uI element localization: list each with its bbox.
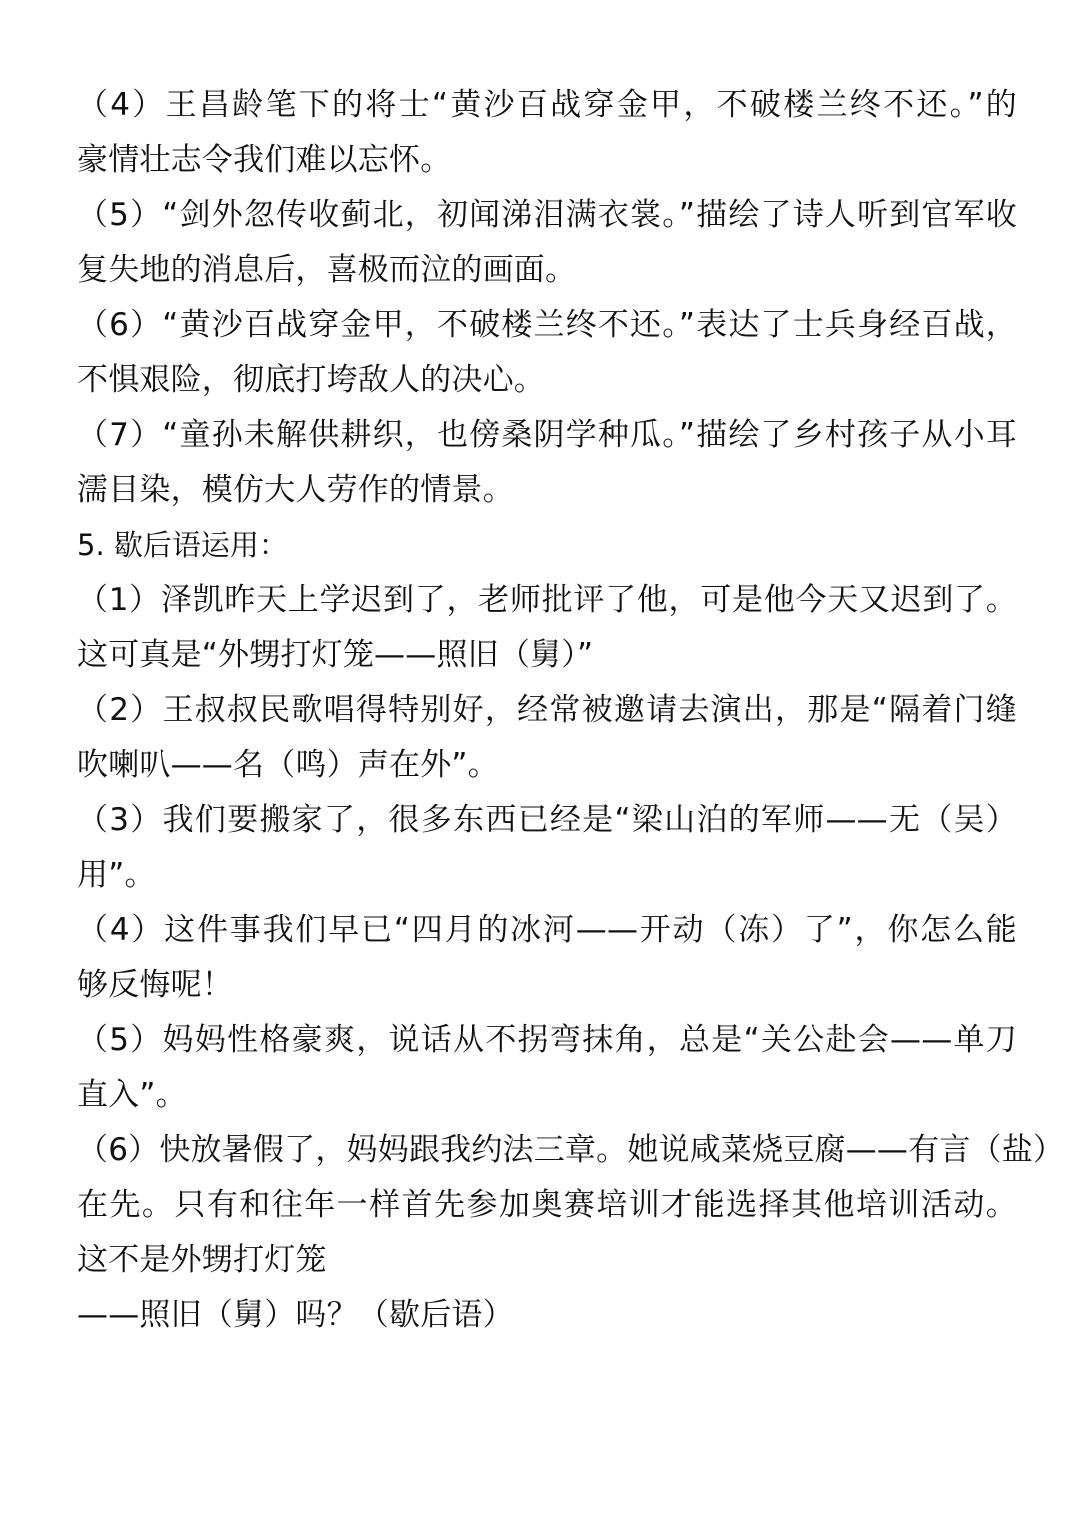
- text-line: 吹喇叭——名（鸣）声在外”。: [77, 747, 499, 783]
- text-line: ——照旧（舅）吗？（歇后语）: [77, 1297, 514, 1333]
- text-line: （1）泽凯昨天上学迟到了，老师批评了他，可是他今天又迟到了。: [77, 582, 1017, 618]
- text-line: （3）我们要搬家了，很多东西已经是“梁山泊的军师——无（吴）: [77, 802, 1017, 838]
- text-line: （4）王昌龄笔下的将士“黄沙百战穿金甲，不破楼兰终不还。”的: [77, 87, 1017, 123]
- text-line: 豪情壮志令我们难以忘怀。: [77, 142, 452, 178]
- text-line: 直入”。: [77, 1077, 187, 1113]
- text-line: 这不是外甥打灯笼: [77, 1242, 327, 1278]
- text-line: （6）快放暑假了，妈妈跟我约法三章。她说咸菜烧豆腐——有言（盐）: [77, 1132, 1065, 1168]
- text-line: （5）“剑外忽传收蓟北，初闻涕泪满衣裳。”描绘了诗人听到官军收: [77, 197, 1017, 233]
- text-line: 在先。只有和往年一样首先参加奥赛培训才能选择其他培训活动。: [77, 1187, 1017, 1223]
- text-line: （7）“童孙未解供耕织，也傍桑阴学种瓜。”描绘了乡村孩子从小耳: [77, 417, 1017, 453]
- text-line: （2）王叔叔民歌唱得特别好，经常被邀请去演出，那是“隔着门缝: [77, 692, 1017, 728]
- text-line: 不惧艰险，彻底打垮敌人的决心。: [77, 362, 545, 398]
- text-line: （4）这件事我们早已“四月的冰河——开动（冻）了”，你怎么能: [77, 912, 1017, 948]
- text-line: 够反悔呢！: [77, 967, 233, 1003]
- section-heading: 5. 歇后语运用：: [77, 528, 288, 562]
- text-line: 这可真是“外甥打灯笼——照旧（舅）”: [77, 637, 594, 673]
- text-line: 濡目染，模仿大人劳作的情景。: [77, 472, 514, 508]
- text-line: （5）妈妈性格豪爽，说话从不拐弯抹角，总是“关公赴会——单刀: [77, 1022, 1017, 1058]
- text-line: 复失地的消息后，喜极而泣的画面。: [77, 252, 577, 288]
- text-line: （6）“黄沙百战穿金甲，不破楼兰终不还。”表达了士兵身经百战，: [77, 307, 1017, 343]
- text-line: 用”。: [77, 857, 156, 893]
